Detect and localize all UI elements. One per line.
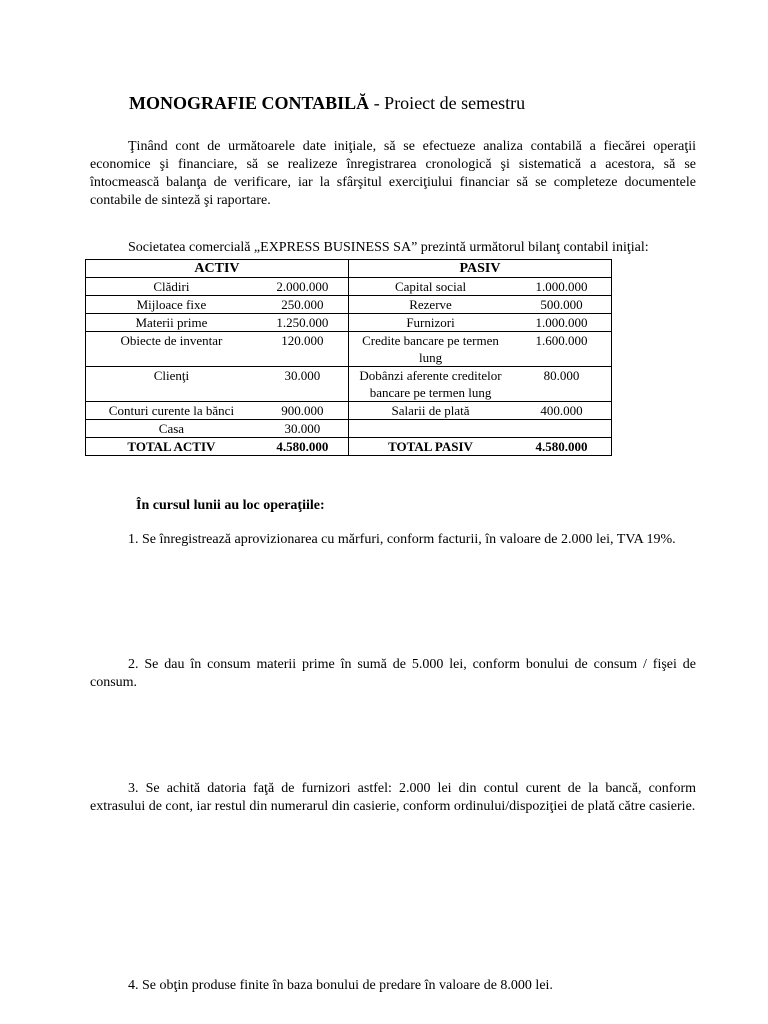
activ-value: 30.000 (257, 420, 349, 438)
header-activ: ACTIV (86, 260, 349, 278)
table-row (86, 296, 612, 314)
total-pasiv-label: TOTAL PASIV (348, 438, 512, 456)
pasiv-name: Salarii de plată (348, 402, 512, 420)
table-row (86, 314, 612, 332)
pasiv-name: Furnizori (348, 314, 512, 332)
total-pasiv-value: 4.580.000 (512, 438, 611, 456)
total-activ-label: TOTAL ACTIV (86, 438, 257, 456)
pasiv-value: 400.000 (512, 402, 611, 420)
total-activ-value: 4.580.000 (257, 438, 349, 456)
intro-paragraph: Ţinând cont de următoarele date iniţiale, să se efectueze analiza contabilă a fiecărei operaţii economice şi financiare, să se realizeze înregistrarea cronologică şi sistematică a acestora, să se întocmească balanţa de verificare, iar la sfârşitul exerciţiului financiar să se completeze documentele contabile de sinteză şi raportare. (90, 139, 696, 208)
operations-heading: În cursul lunii au loc operaţiile: (136, 498, 325, 513)
activ-value: 250.000 (257, 296, 349, 314)
header-pasiv: PASIV (348, 260, 611, 278)
table-row (86, 278, 612, 296)
activ-name: Materii prime (86, 314, 257, 332)
balance-sheet-table (85, 259, 612, 456)
pasiv-name: Credite bancare pe termen lung (348, 332, 512, 367)
table-total-row (86, 438, 612, 456)
activ-name: Clienţi (86, 367, 257, 402)
activ-name: Obiecte de inventar (86, 332, 257, 367)
pasiv-value (512, 420, 611, 438)
pasiv-value: 500.000 (512, 296, 611, 314)
pasiv-value: 1.600.000 (512, 332, 611, 367)
activ-name: Clădiri (86, 278, 257, 296)
table-row (86, 367, 612, 402)
title-subtitle: - Proiect de semestru (369, 93, 526, 113)
operation-item-3: 3. Se achită datoria faţă de furnizori astfel: 2.000 lei din contul curent de la bancă, conform extrasului de cont, iar restul din numerarul din casierie, conform ordinului/dispoziţiei de plată către casierie. (90, 781, 696, 814)
operation-item-1: 1. Se înregistrează aprovizionarea cu mărfuri, conform facturii, în valoare de 2.000 lei, TVA 19%. (128, 532, 676, 547)
pasiv-name (348, 420, 512, 438)
document-title (129, 93, 525, 114)
operation-item-4: 4. Se obţin produse finite în baza bonului de predare în valoare de 8.000 lei. (128, 978, 553, 993)
activ-name: Mijloace fixe (86, 296, 257, 314)
activ-name: Casa (86, 420, 257, 438)
pasiv-value: 1.000.000 (512, 278, 611, 296)
table-row (86, 420, 612, 438)
table-header-row (86, 260, 612, 278)
pasiv-name: Capital social (348, 278, 512, 296)
activ-value: 900.000 (257, 402, 349, 420)
pasiv-value: 80.000 (512, 367, 611, 402)
table-row (86, 402, 612, 420)
pasiv-name: Dobânzi aferente creditelor bancare pe termen lung (348, 367, 512, 402)
activ-name: Conturi curente la bănci (86, 402, 257, 420)
pasiv-name: Rezerve (348, 296, 512, 314)
table-row (86, 332, 612, 367)
activ-value: 30.000 (257, 367, 349, 402)
company-line: Societatea comercială „EXPRESS BUSINESS SA” prezintă următorul bilanţ contabil iniţial: (128, 240, 649, 255)
title-main: MONOGRAFIE CONTABILĂ (129, 93, 370, 113)
activ-value: 1.250.000 (257, 314, 349, 332)
operation-item-2: 2. Se dau în consum materii prime în sumă de 5.000 lei, conform bonului de consum / fişei de consum. (90, 657, 696, 690)
activ-value: 2.000.000 (257, 278, 349, 296)
pasiv-value: 1.000.000 (512, 314, 611, 332)
activ-value: 120.000 (257, 332, 349, 367)
